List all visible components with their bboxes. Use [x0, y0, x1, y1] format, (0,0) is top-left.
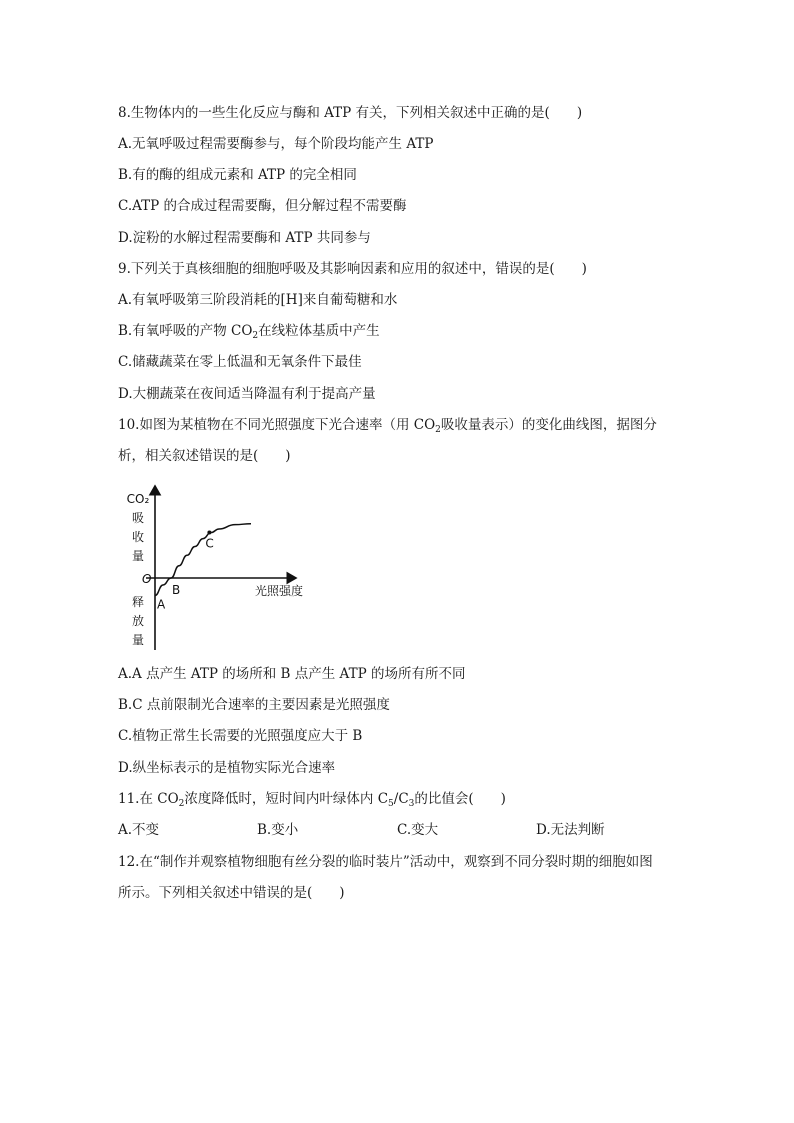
q8-option-d[interactable]: D.淀粉的水解过程需要酶和 ATP 共同参与: [118, 230, 371, 246]
q11-option-d[interactable]: D.无法判断: [536, 822, 605, 838]
q10-stem-line1: [118, 416, 657, 434]
chart-svg: [118, 478, 328, 653]
q9-stem: 9.下列关于真核细胞的细胞呼吸及其影响因素和应用的叙述中，错误的是( ): [118, 261, 587, 277]
q10-stem-text-1: 10.如图为某植物在不同光照强度下光合速率（用 CO: [118, 417, 436, 433]
q11-sub-c5: 5: [388, 799, 394, 809]
x-axis-label: 光照强度: [255, 584, 304, 598]
q10-stem-line2: 析，相关叙述错误的是( ): [118, 448, 291, 464]
y-label-bottom-char: 放: [131, 614, 145, 628]
q9-option-c[interactable]: C.储藏蔬菜在零上低温和无氧条件下最佳: [118, 354, 362, 370]
q12-stem-line1: 12.在“制作并观察植物细胞有丝分裂的临时装片”活动中，观察到不同分裂时期的细胞如图: [118, 854, 653, 870]
q9-b-text-2: 在线粒体基质中产生: [258, 323, 380, 339]
q11-stem: [118, 790, 506, 808]
q11-option-a[interactable]: A.不变: [118, 822, 160, 838]
rate-curve: [155, 524, 251, 596]
q9-b-subscript: 2: [252, 331, 259, 341]
q8-option-a[interactable]: A.无氧呼吸过程需要酶参与，每个阶段均能产生 ATP: [118, 136, 434, 152]
q8-stem: 8.生物体内的一些生化反应与酶和 ATP 有关，下列相关叙述中正确的是( ): [118, 105, 583, 121]
q11-stem-text-1: 11.在 CO: [118, 791, 179, 807]
q10-option-b[interactable]: B.C 点前限制光合速率的主要因素是光照强度: [118, 697, 390, 713]
y-label-top-char: 吸: [131, 511, 145, 525]
q10-option-d[interactable]: D.纵坐标表示的是植物实际光合速率: [118, 760, 336, 776]
y-label-top-char: 收: [131, 530, 145, 544]
y-label-top-char: 量: [131, 549, 145, 563]
q11-stem-text-4: 的比值会( ): [414, 791, 506, 807]
y-label-release: [132, 595, 144, 647]
q9-b-text-1: B.有氧呼吸的产物 CO: [118, 323, 253, 339]
q10-stem-text-2: 吸收量表示）的变化曲线图，据图分: [440, 417, 657, 433]
q11-sub-c3: 3: [408, 799, 415, 809]
q11-option-b[interactable]: B.变小: [257, 822, 299, 838]
q8-option-c[interactable]: C.ATP 的合成过程需要酶，但分解过程不需要酶: [118, 198, 407, 214]
y-label-top-char: CO₂: [126, 492, 150, 506]
q8-option-b[interactable]: B.有的酶的组成元素和 ATP 的完全相同: [118, 167, 357, 183]
origin-label: O: [142, 572, 152, 586]
q11-stem-text-3: /C: [393, 791, 409, 807]
q11-stem-text-2: 浓度降低时，短时间内叶绿体内 C: [184, 791, 389, 807]
point-b-label: B: [172, 583, 181, 597]
q10-option-c[interactable]: C.植物正常生长需要的光照强度应大于 B: [118, 728, 363, 744]
point-c-label: C: [205, 536, 214, 551]
point-c-marker: [207, 531, 211, 535]
q11-sub-co2: 2: [178, 799, 185, 809]
q10-stem-subscript: 2: [435, 425, 441, 435]
q9-option-b[interactable]: [118, 322, 380, 340]
q12-stem-line2: 所示。下列相关叙述中错误的是( ): [118, 885, 345, 901]
point-a-label: A: [157, 597, 166, 612]
q9-option-a[interactable]: A.有氧呼吸第三阶段消耗的[H]来自葡萄糖和水: [118, 292, 398, 308]
y-label-bottom-char: 释: [131, 595, 145, 609]
q11-option-c[interactable]: C.变大: [397, 822, 439, 838]
q10-option-a[interactable]: A.A 点产生 ATP 的场所和 B 点产生 ATP 的场所有所不同: [118, 666, 466, 682]
q9-option-d[interactable]: D.大棚蔬菜在夜间适当降温有利于提高产量: [118, 386, 376, 402]
y-label-bottom-char: 量: [131, 633, 145, 647]
y-label-absorb: [127, 492, 150, 563]
photosynthesis-chart: [118, 478, 328, 653]
